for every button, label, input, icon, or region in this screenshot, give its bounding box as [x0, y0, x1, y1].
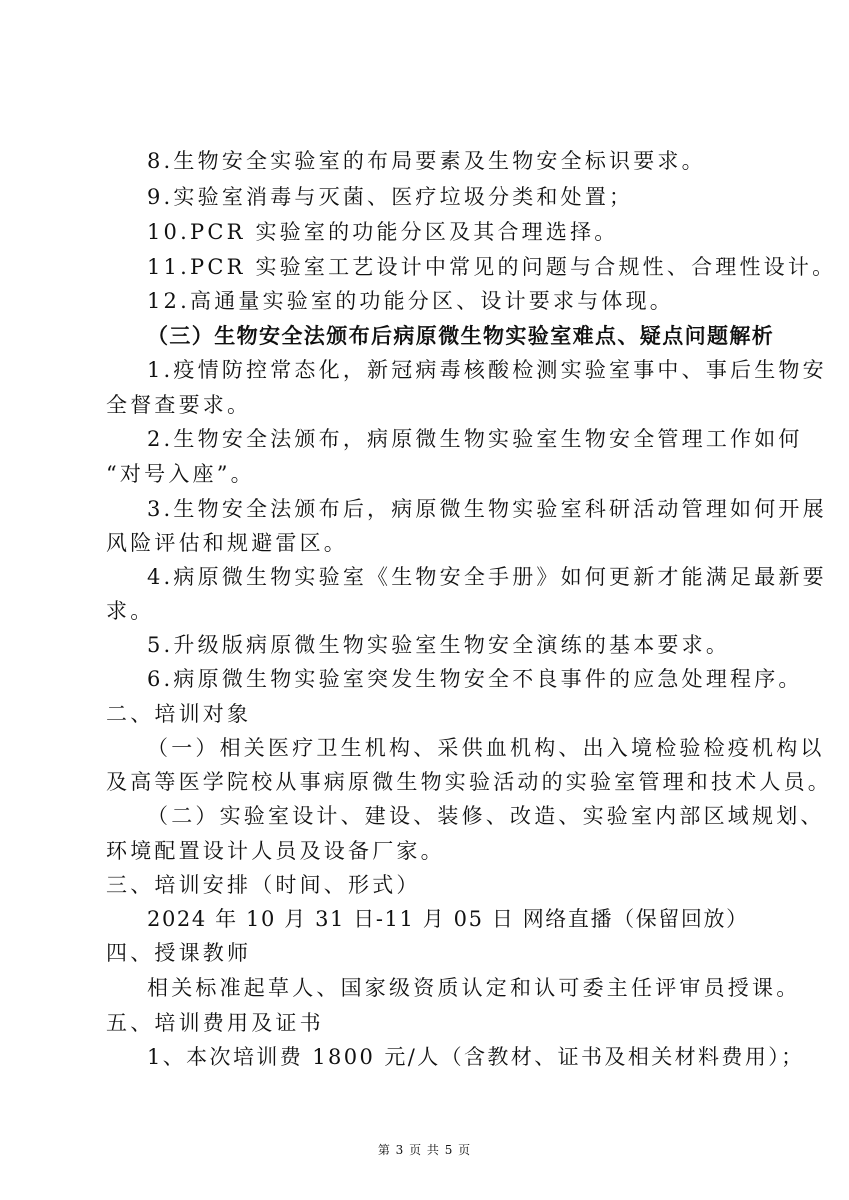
list-item: 11.PCR 实验室工艺设计中常见的问题与合规性、合理性设计。 [147, 255, 837, 279]
page-number-footer: 第 3 页 共 5 页 [377, 1143, 472, 1157]
list-item-continuation: 风险评估和规避雷区。 [106, 531, 348, 555]
paragraph-continuation: 及高等医学院校从事病原微生物实验活动的实验室管理和技术人员。 [106, 770, 832, 794]
section-heading: 三、培训安排（时间、形式） [106, 873, 421, 897]
list-item: 10.PCR 实验室的功能分区及其合理选择。 [147, 220, 619, 244]
fee-item: 1、本次培训费 1800 元/人（含教材、证书及相关材料费用）； [147, 1045, 805, 1069]
list-item: 3.生物安全法颁布后，病原微生物实验室科研活动管理如何开展 [147, 497, 827, 521]
list-item: 2.生物安全法颁布，病原微生物实验室生物安全管理工作如何 [147, 427, 803, 451]
schedule-text: 2024 年 10 月 31 日-11 月 05 日 网络直播（保留回放） [147, 907, 749, 931]
paragraph: （一）相关医疗卫生机构、采供血机构、出入境检验检疫机构以 [147, 736, 825, 760]
section-heading: 四、授课教师 [106, 941, 252, 965]
paragraph-continuation: 环境配置设计人员及设备厂家。 [106, 839, 445, 863]
section-heading: 五、培训费用及证书 [106, 1011, 324, 1035]
list-item-continuation: “对号入座”。 [106, 462, 255, 486]
list-item: 1.疫情防控常态化，新冠病毒核酸检测实验室事中、事后生物安 [147, 358, 827, 382]
list-item: 8.生物安全实验室的布局要素及生物安全标识要求。 [147, 149, 706, 173]
list-item-continuation: 全督查要求。 [106, 393, 252, 417]
list-item-continuation: 求。 [106, 599, 155, 623]
list-item: 5.升级版病原微生物实验室生物安全演练的基本要求。 [147, 633, 731, 657]
subsection-heading: （三）生物安全法颁布后病原微生物实验室难点、疑点问题解析 [147, 323, 775, 348]
list-item: 4.病原微生物实验室《生物安全手册》如何更新才能满足最新要 [147, 565, 827, 589]
paragraph: 相关标准起草人、国家级资质认定和认可委主任评审员授课。 [147, 976, 801, 1000]
section-heading: 二、培训对象 [106, 702, 252, 726]
paragraph: （二）实验室设计、建设、装修、改造、实验室内部区域规划、 [147, 804, 825, 828]
list-item: 12.高通量实验室的功能分区、设计要求与体现。 [147, 289, 674, 313]
list-item: 9.实验室消毒与灭菌、医疗垃圾分类和处置； [147, 185, 634, 209]
list-item: 6.病原微生物实验室突发生物安全不良事件的应急处理程序。 [147, 667, 803, 691]
